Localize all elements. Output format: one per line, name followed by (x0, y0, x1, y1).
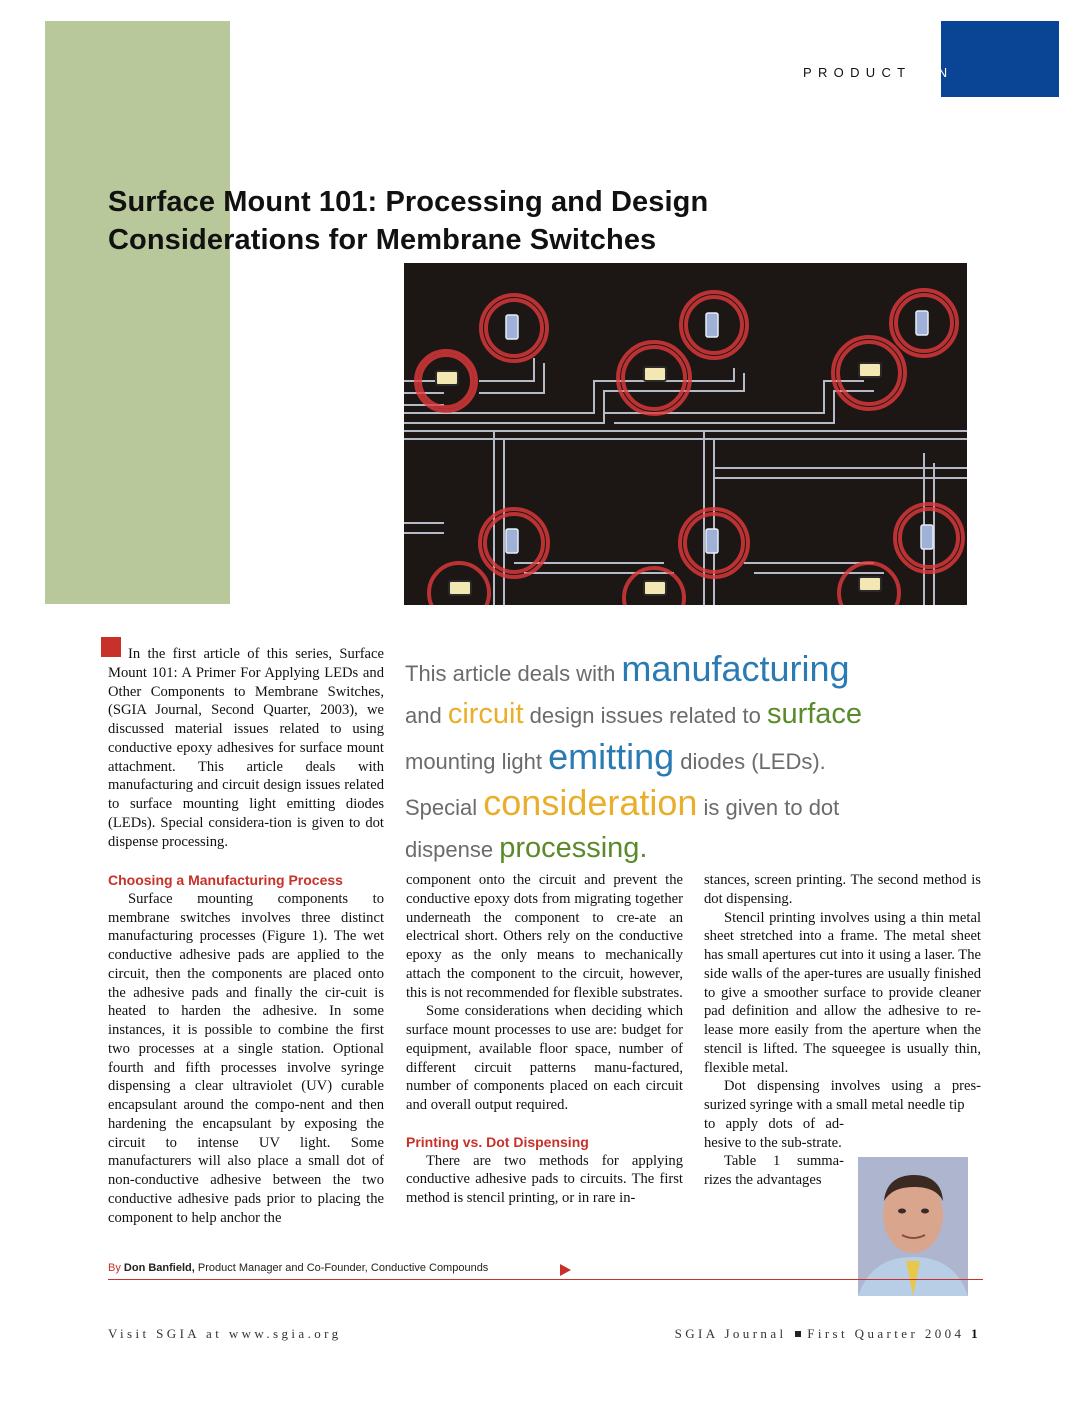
body-paragraph: There are two methods for applying conductive adhesive pads to circuits. The first method is stencil printing, or in rare in- (406, 1152, 683, 1206)
section-heading-manufacturing: Choosing a Manufacturing Process (108, 872, 343, 888)
decorative-green-band (45, 21, 230, 604)
page-number: 1 (971, 1326, 981, 1341)
body-paragraph: Dot dispensing involves using a pres-surized syringe with a small metal needle tip (704, 1078, 981, 1113)
circuit-photo (404, 263, 967, 605)
body-column-3 (704, 871, 981, 1190)
section-color-block (941, 21, 1059, 97)
body-column-2 (406, 871, 683, 1208)
bullet-icon (795, 1331, 801, 1337)
arrow-right-icon (560, 1264, 571, 1276)
body-column-1 (108, 871, 384, 1227)
divider (108, 1279, 983, 1280)
footer-website: Visit SGIA at www.sgia.org (108, 1326, 342, 1341)
byline: By Don Banfield, Product Manager and Co-Founder, Conductive Compounds (108, 1262, 489, 1274)
body-paragraph: stances, screen printing. The second method is dot dispensing. (704, 872, 981, 907)
section-heading-printing: Printing vs. Dot Dispensing (406, 1133, 589, 1150)
body-paragraph: Stencil printing involves using a thin metal sheet stretched into a frame. The metal sheet has small apertures cut into it using a laser. The side walls of the aper-tures are usually finished to give a smoother surface to provide cleaner pad definition and allow the adhesive to re-lease more easily from the aperture when the stencil is lifted. The squeegee is usually thin, flexible metal. (704, 909, 981, 1076)
body-paragraph: component onto the circuit and prevent the conductive epoxy dots from migrating together underneath the component to cre-ate an electrical short. Others rely on the conductive epoxy as the only means to mechanically attach the component to the circuit, however, this is not recommended for flexible substrates. (406, 872, 683, 1001)
body-paragraph: Some considerations when deciding which surface mount processes to use are: budget for equipment, available floor space, number of different circuit patterns manu-factured, number of components placed on each circuit and overall output required. (406, 1003, 683, 1113)
section-label: PRODUCTION (803, 65, 954, 80)
article-title: Surface Mount 101: Processing and Design Considerations for Membrane Switches (108, 186, 709, 256)
body-paragraph: Surface mounting components to membrane switches involves three distinct manufacturing processes (Figure 1). The wet conductive adhesive pads are applied to the circuit, then the components are placed onto the adhesive pads and finally the cir-cuit is heated to harden the adhesive. In some instances, it is possible to combine the first two processes at a single station. Optional fourth and fifth processes involve syringe dispensing a clear ultraviolet (UV) curable encapsulant around the compo-nent and then hardening the encapsulant by exposing the circuit to intense UV light. Some manufacturers will also place a small dot of non-conductive adhesive between the two conductive adhesive pads prior to placing the component to help anchor the (108, 890, 384, 1226)
pull-quote: This article deals with manufacturing and circuit design issues related to surface mounting light emitting diodes (LEDs). Special consideration is given to dot dispense processing. (405, 648, 863, 864)
intro-paragraph: In the first article of this series, Surface Mount 101: A Primer For Applying LEDs and Other Components to Membrane Switches, (SGIA Journal, Second Quarter, 2003), we discussed material issues related to using conductive epoxy adhesives for surface mount attachment. This article deals with manufacturing and circuit design issues related to surface mounting light emitting diodes (LEDs). Special considera-tion is given to dot dispense processing. (108, 646, 384, 850)
author-photo (858, 1157, 968, 1296)
body-paragraph: Table 1 summa-rizes the advantages (704, 1153, 844, 1188)
body-paragraph: to apply dots of ad-hesive to the sub-strate. (704, 1115, 844, 1151)
footer-issue: SGIA Journal First Quarter 2004 1 (674, 1326, 981, 1341)
